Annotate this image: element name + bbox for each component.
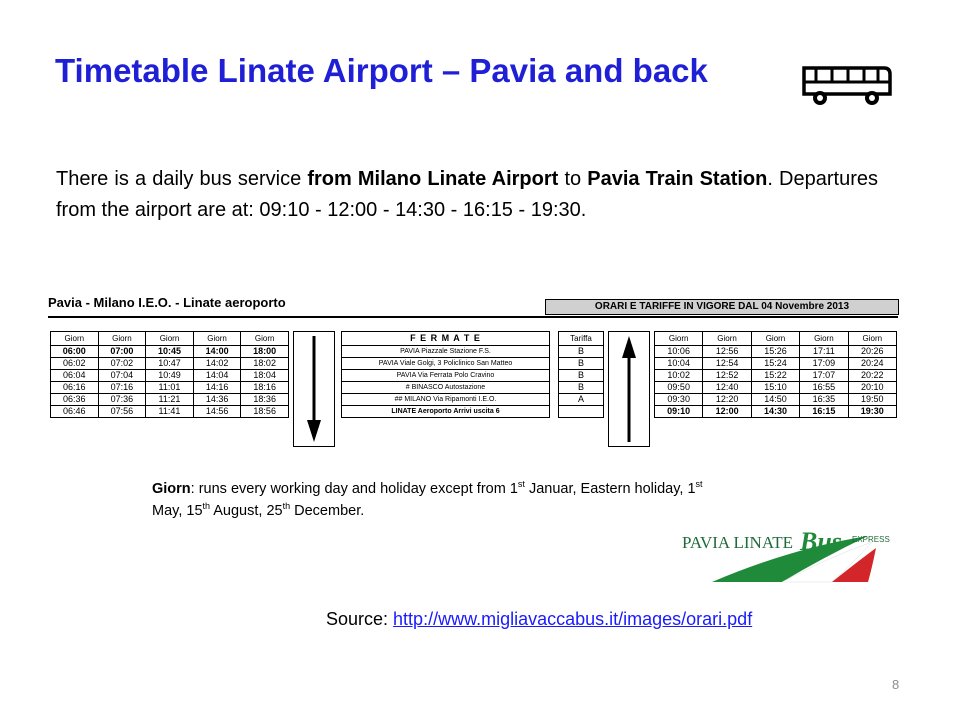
logo-script-text: Bus [800, 527, 842, 556]
table-row [559, 370, 604, 382]
table-row [655, 406, 897, 418]
time-cell: 07:04 [98, 370, 146, 382]
time-cell: 10:45 [146, 346, 194, 358]
time-cell: 09:10 [655, 406, 703, 418]
source-line [326, 609, 752, 630]
table-row [51, 394, 289, 406]
time-cell: 07:02 [98, 358, 146, 370]
table-row [342, 346, 550, 358]
stop-cell: PAVIA Piazzale Stazione F.S. [342, 346, 550, 358]
intro-paragraph: There is a daily bus service from Milano Linate Airport to Pavia Train Station. Departures from the airport are at: 09:10 - 12:00 - 14:30 - 16:15 - 19:30. [56, 168, 878, 221]
column-header: F E R M A T E [342, 332, 550, 346]
source-label: Source: [326, 609, 394, 629]
time-cell: 12:20 [703, 394, 751, 406]
column-header: Giorn [241, 332, 289, 346]
stops-table [341, 331, 550, 418]
column-header: Giorn [193, 332, 241, 346]
table-row [559, 382, 604, 394]
time-cell: 09:30 [655, 394, 703, 406]
table-row [342, 382, 550, 394]
time-cell: 14:02 [193, 358, 241, 370]
column-header: Giorn [146, 332, 194, 346]
time-cell: 06:04 [51, 370, 99, 382]
time-cell: 06:16 [51, 382, 99, 394]
time-cell: 16:15 [800, 406, 848, 418]
time-cell: 16:35 [800, 394, 848, 406]
table-row [655, 346, 897, 358]
timetable [48, 295, 898, 447]
time-cell: 15:22 [751, 370, 799, 382]
table-row [655, 370, 897, 382]
table-row [655, 358, 897, 370]
table-row [51, 370, 289, 382]
time-cell: 19:30 [848, 406, 896, 418]
stop-cell: # BINASCO Autostazione [342, 382, 550, 394]
time-cell: 20:24 [848, 358, 896, 370]
time-cell: 20:26 [848, 346, 896, 358]
outbound-times-table [50, 331, 289, 418]
page-number: 8 [892, 677, 900, 692]
tariff-cell: B [559, 370, 604, 382]
tariff-table [558, 331, 604, 418]
column-header: Giorn [751, 332, 799, 346]
slide-title: Timetable Linate Airport – Pavia and back [55, 52, 708, 89]
stop-cell: PAVIA Viale Golgi, 3 Policlinico San Matteo [342, 358, 550, 370]
time-cell: 14:16 [193, 382, 241, 394]
column-header: Giorn [703, 332, 751, 346]
time-cell: 16:55 [800, 382, 848, 394]
time-cell: 11:01 [146, 382, 194, 394]
column-header: Tariffa [559, 332, 604, 346]
table-row [559, 394, 604, 406]
table-row [51, 406, 289, 418]
time-cell: 12:54 [703, 358, 751, 370]
table-row [655, 382, 897, 394]
time-cell: 15:26 [751, 346, 799, 358]
column-header: Giorn [800, 332, 848, 346]
time-cell: 17:09 [800, 358, 848, 370]
logo-small-text: EXPRESS [852, 535, 890, 544]
pavia-linate-bus-logo [672, 518, 906, 588]
time-cell: 11:41 [146, 406, 194, 418]
timetable-validity-banner: ORARI E TARIFFE IN VIGORE DAL 04 Novembre 2013 [545, 299, 899, 315]
time-cell: 15:10 [751, 382, 799, 394]
tariff-cell [559, 406, 604, 418]
time-cell: 20:22 [848, 370, 896, 382]
time-cell: 14:00 [193, 346, 241, 358]
divider [48, 316, 898, 318]
tariff-cell: A [559, 394, 604, 406]
up-arrow-icon [609, 332, 649, 446]
table-row [655, 394, 897, 406]
logo-text: PAVIA LINATE [682, 533, 793, 552]
time-cell: 17:07 [800, 370, 848, 382]
time-cell: 10:49 [146, 370, 194, 382]
tariff-cell: B [559, 382, 604, 394]
table-row [342, 358, 550, 370]
time-cell: 17:11 [800, 346, 848, 358]
stop-cell: ## MILANO Via Ripamonti I.E.O. [342, 394, 550, 406]
timetable-route-title: Pavia - Milano I.E.O. - Linate aeroporto [48, 295, 286, 310]
time-cell: 09:50 [655, 382, 703, 394]
column-header: Giorn [655, 332, 703, 346]
time-cell: 18:16 [241, 382, 289, 394]
bus-icon [800, 60, 892, 108]
time-cell: 18:00 [241, 346, 289, 358]
table-row [342, 370, 550, 382]
time-cell: 14:30 [751, 406, 799, 418]
direction-box [608, 331, 650, 447]
time-cell: 12:56 [703, 346, 751, 358]
tariff-cell: B [559, 358, 604, 370]
return-times-table [654, 331, 897, 418]
time-cell: 14:56 [193, 406, 241, 418]
time-cell: 10:47 [146, 358, 194, 370]
footnote: Giorn: runs every working day and holiday except from 1st Januar, Eastern holiday, 1st May, 15th August, 25th December. [152, 479, 703, 519]
table-row [51, 358, 289, 370]
column-header: Giorn [51, 332, 99, 346]
time-cell: 11:21 [146, 394, 194, 406]
table-row [51, 346, 289, 358]
time-cell: 10:06 [655, 346, 703, 358]
stop-cell: PAVIA Via Ferrata Polo Cravino [342, 370, 550, 382]
stop-cell: LINATE Aeroporto Arrivi uscita 6 [342, 406, 550, 418]
time-cell: 10:02 [655, 370, 703, 382]
time-cell: 14:04 [193, 370, 241, 382]
time-cell: 14:50 [751, 394, 799, 406]
time-cell: 12:00 [703, 406, 751, 418]
time-cell: 10:04 [655, 358, 703, 370]
column-header: Giorn [848, 332, 896, 346]
time-cell: 07:00 [98, 346, 146, 358]
time-cell: 06:46 [51, 406, 99, 418]
time-cell: 12:52 [703, 370, 751, 382]
time-cell: 18:56 [241, 406, 289, 418]
time-cell: 12:40 [703, 382, 751, 394]
table-row [559, 406, 604, 418]
time-cell: 06:00 [51, 346, 99, 358]
table-row [342, 394, 550, 406]
column-header: Giorn [98, 332, 146, 346]
down-arrow-icon [294, 332, 334, 446]
time-cell: 20:10 [848, 382, 896, 394]
table-row [51, 382, 289, 394]
table-row [559, 346, 604, 358]
time-cell: 06:02 [51, 358, 99, 370]
time-cell: 19:50 [848, 394, 896, 406]
time-cell: 07:16 [98, 382, 146, 394]
time-cell: 07:56 [98, 406, 146, 418]
source-link[interactable]: http://www.migliavaccabus.it/images/orari.pdf [393, 609, 753, 629]
time-cell: 14:36 [193, 394, 241, 406]
table-row [342, 406, 550, 418]
time-cell: 18:04 [241, 370, 289, 382]
direction-box [293, 331, 335, 447]
time-cell: 18:36 [241, 394, 289, 406]
tariff-cell: B [559, 346, 604, 358]
time-cell: 06:36 [51, 394, 99, 406]
table-row [559, 358, 604, 370]
time-cell: 18:02 [241, 358, 289, 370]
time-cell: 15:24 [751, 358, 799, 370]
time-cell: 07:36 [98, 394, 146, 406]
